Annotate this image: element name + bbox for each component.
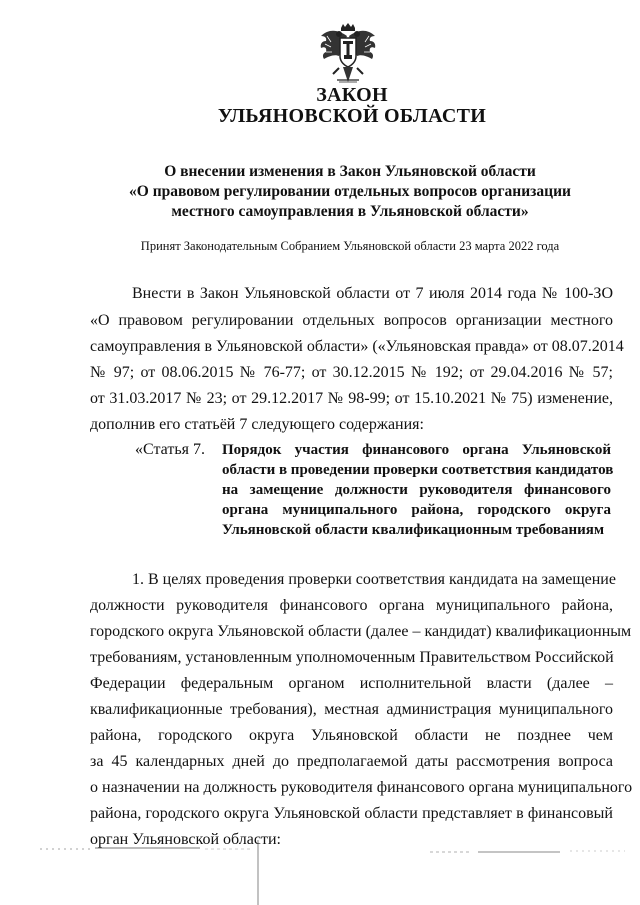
paragraph-line: 1. В целях проведения проверки соответствия кандидата на замещение	[132, 571, 616, 588]
paragraph-line: должности руководителя финансового органа муниципального района,	[90, 597, 613, 614]
intro-line: от 31.03.2017 № 23; от 29.12.2017 № 98-99; от 15.10.2021 № 75) изменение,	[90, 390, 613, 407]
intro-line: Внести в Закон Ульяновской области от 7 июля 2014 года № 100-ЗО	[132, 285, 613, 302]
article-label: «Статья 7.	[135, 441, 205, 458]
subtitle-line-3: местного самоуправления в Ульяновской области»	[171, 203, 529, 220]
article-title-line: области в проведении проверки соответствия кандидатов	[222, 462, 614, 478]
paragraph-line: орган Ульяновской области:	[90, 831, 281, 848]
law-region: УЛЬЯНОВСКОЙ ОБЛАСТИ	[217, 105, 487, 127]
subtitle-line-2: «О правовом регулировании отдельных вопросов организации	[129, 183, 571, 200]
coat-of-arms-icon	[317, 22, 379, 86]
paragraph-line: квалификационные требования), местная администрация муниципального	[90, 701, 613, 718]
adoption-note: Принят Законодательным Собранием Ульяновской области 23 марта 2022 года	[140, 239, 560, 253]
subtitle-line-1: О внесении изменения в Закон Ульяновской области	[164, 163, 536, 180]
intro-line: № 97; от 08.06.2015 № 76-77; от 30.12.2015 № 192; от 29.04.2016 № 57;	[90, 364, 613, 381]
paragraph-line: требованиям, установленным уполномоченным Правительством Российской	[90, 649, 614, 666]
paragraph-line: о назначении на должность руководителя финансового органа муниципального	[90, 779, 633, 796]
paragraph-line: района, городского округа Ульяновской области не позднее чем	[90, 727, 613, 744]
article-title-line: Порядок участия финансового органа Ульяновской	[222, 442, 611, 458]
scan-fold-marks	[0, 840, 640, 905]
paragraph-line: за 45 календарных дней до предполагаемой даты рассмотрения вопроса	[90, 753, 613, 770]
paragraph-line: городского округа Ульяновской области (далее – кандидат) квалификационным	[90, 623, 632, 640]
intro-line: «О правовом регулировании отдельных вопросов организации местного	[90, 312, 613, 329]
article-title-line: Ульяновской области квалификационным требованиям	[222, 522, 605, 538]
paragraph-line: района, городского округа Ульяновской области представляет в финансовый	[90, 805, 613, 822]
article-title-line: на замещение должности руководителя финансового	[222, 482, 611, 498]
article-title-line: органа муниципального района, городского округа	[222, 502, 611, 518]
intro-line: дополнив его статьёй 7 следующего содержания:	[90, 416, 424, 433]
paragraph-line: Федерации федеральным органом исполнительной власти (далее –	[90, 675, 613, 692]
law-title: ЗАКОН	[316, 84, 388, 106]
intro-line: самоуправления в Ульяновской области» («Ульяновская правда» от 08.07.2014	[90, 338, 624, 355]
